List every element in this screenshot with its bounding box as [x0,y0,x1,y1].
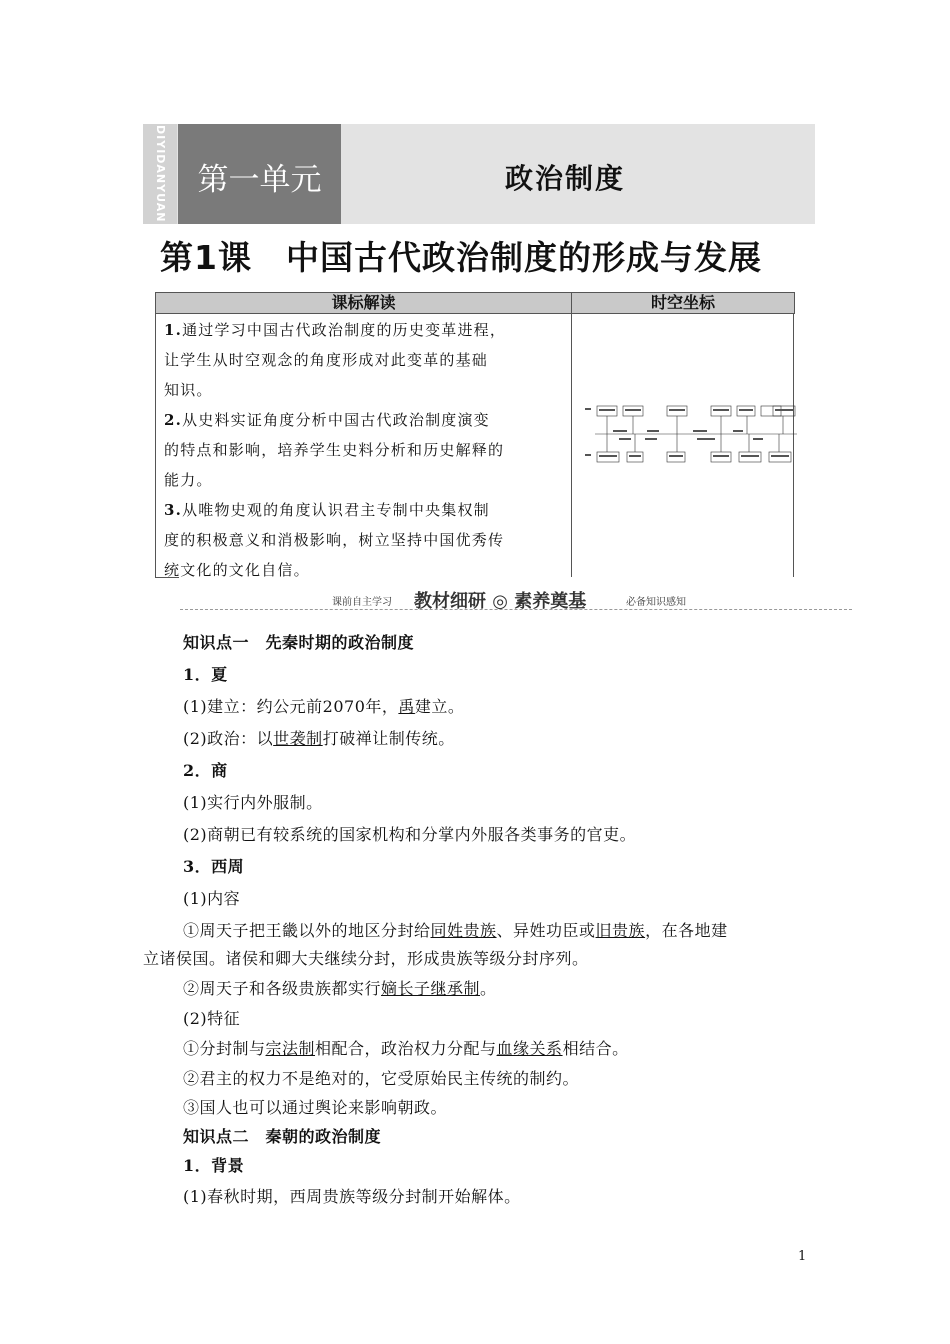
paragraph: (2)政治：以世袭制打破禅让制传统。 [183,729,455,748]
paragraph: ①周天子把王畿以外的地区分封给同姓贵族、异姓功臣或旧贵族，在各地建 [183,921,728,940]
list-item-line: 让学生从时空观念的角度形成对此变革的基础 [164,351,489,369]
list-item-line: 能力。 [164,471,213,489]
lesson-title: 第1课 中国古代政治制度的形成与发展 [160,238,762,277]
standards-table [155,292,795,577]
unit-topic: 政治制度 [505,162,626,195]
standards-list [164,315,564,585]
timeline-diagram-image [583,402,799,472]
list-item: 2.从史料实证角度分析中国古代政治制度演变 [164,411,490,429]
standards-cell [155,313,572,577]
unit-label: 第一单元 [178,124,341,224]
subheading-content: (1)内容 [183,889,241,908]
paragraph: (1)实行内外服制。 [183,793,323,812]
knowledge-point-1-title: 知识点一 先秦时期的政治制度 [183,633,415,652]
list-item-line: 度的积极意义和消极影响，树立坚持中国优秀传 [164,531,505,549]
paragraph: ③国人也可以通过舆论来影响朝政。 [183,1098,448,1117]
table-header-standards: 课标解读 [155,292,572,314]
list-item: 1.通过学习中国古代政治制度的历史变革进程， [164,321,507,339]
paragraph: ②周天子和各级贵族都实行嫡长子继承制。 [183,979,497,998]
heading-shang: 2．商 [183,761,228,780]
heading-western-zhou: 3．西周 [183,857,245,876]
paragraph-continuation: 立诸侯国。诸侯和卿大夫继续分封，形成贵族等级分封序列。 [143,949,589,968]
paragraph: ②君主的权力不是绝对的，它受原始民主传统的制约。 [183,1069,580,1088]
subheading-features: (2)特征 [183,1009,241,1028]
unit-banner [143,124,815,224]
unit-pinyin: DIYIDANYUAN [143,124,177,224]
list-item: 3.从唯物史观的角度认识君主专制中央集权制 [164,501,490,519]
knowledge-point-2-title: 知识点二 秦朝的政治制度 [183,1127,382,1146]
ribbon-left-label: 课前自主学习 [332,597,392,608]
paragraph: (1)建立：约公元前2070年，禹建立。 [183,697,465,716]
list-item-line: 知识。 [164,381,213,399]
page-number: 1 [798,1249,807,1264]
heading-xia: 1．夏 [183,665,228,684]
table-header-timeline: 时空坐标 [571,292,795,314]
table-bottom-rule [155,577,179,578]
paragraph: (2)商朝已有较系统的国家机构和分掌内外服各类事务的官吏。 [183,825,637,844]
list-item-line: 的特点和影响，培养学生史料分析和历史解释的 [164,441,505,459]
ribbon-title: 教材细研 ◎ 素养奠基 [414,591,587,612]
section-ribbon [180,588,852,614]
heading-background: 1．背景 [183,1156,245,1175]
ribbon-right-label: 必备知识感知 [626,597,686,608]
paragraph: ①分封制与宗法制相配合，政治权力分配与血缘关系相结合。 [183,1039,629,1058]
paragraph: (1)春秋时期，西周贵族等级分封制开始解体。 [183,1187,521,1206]
list-item-line: 统文化的文化自信。 [164,561,310,579]
